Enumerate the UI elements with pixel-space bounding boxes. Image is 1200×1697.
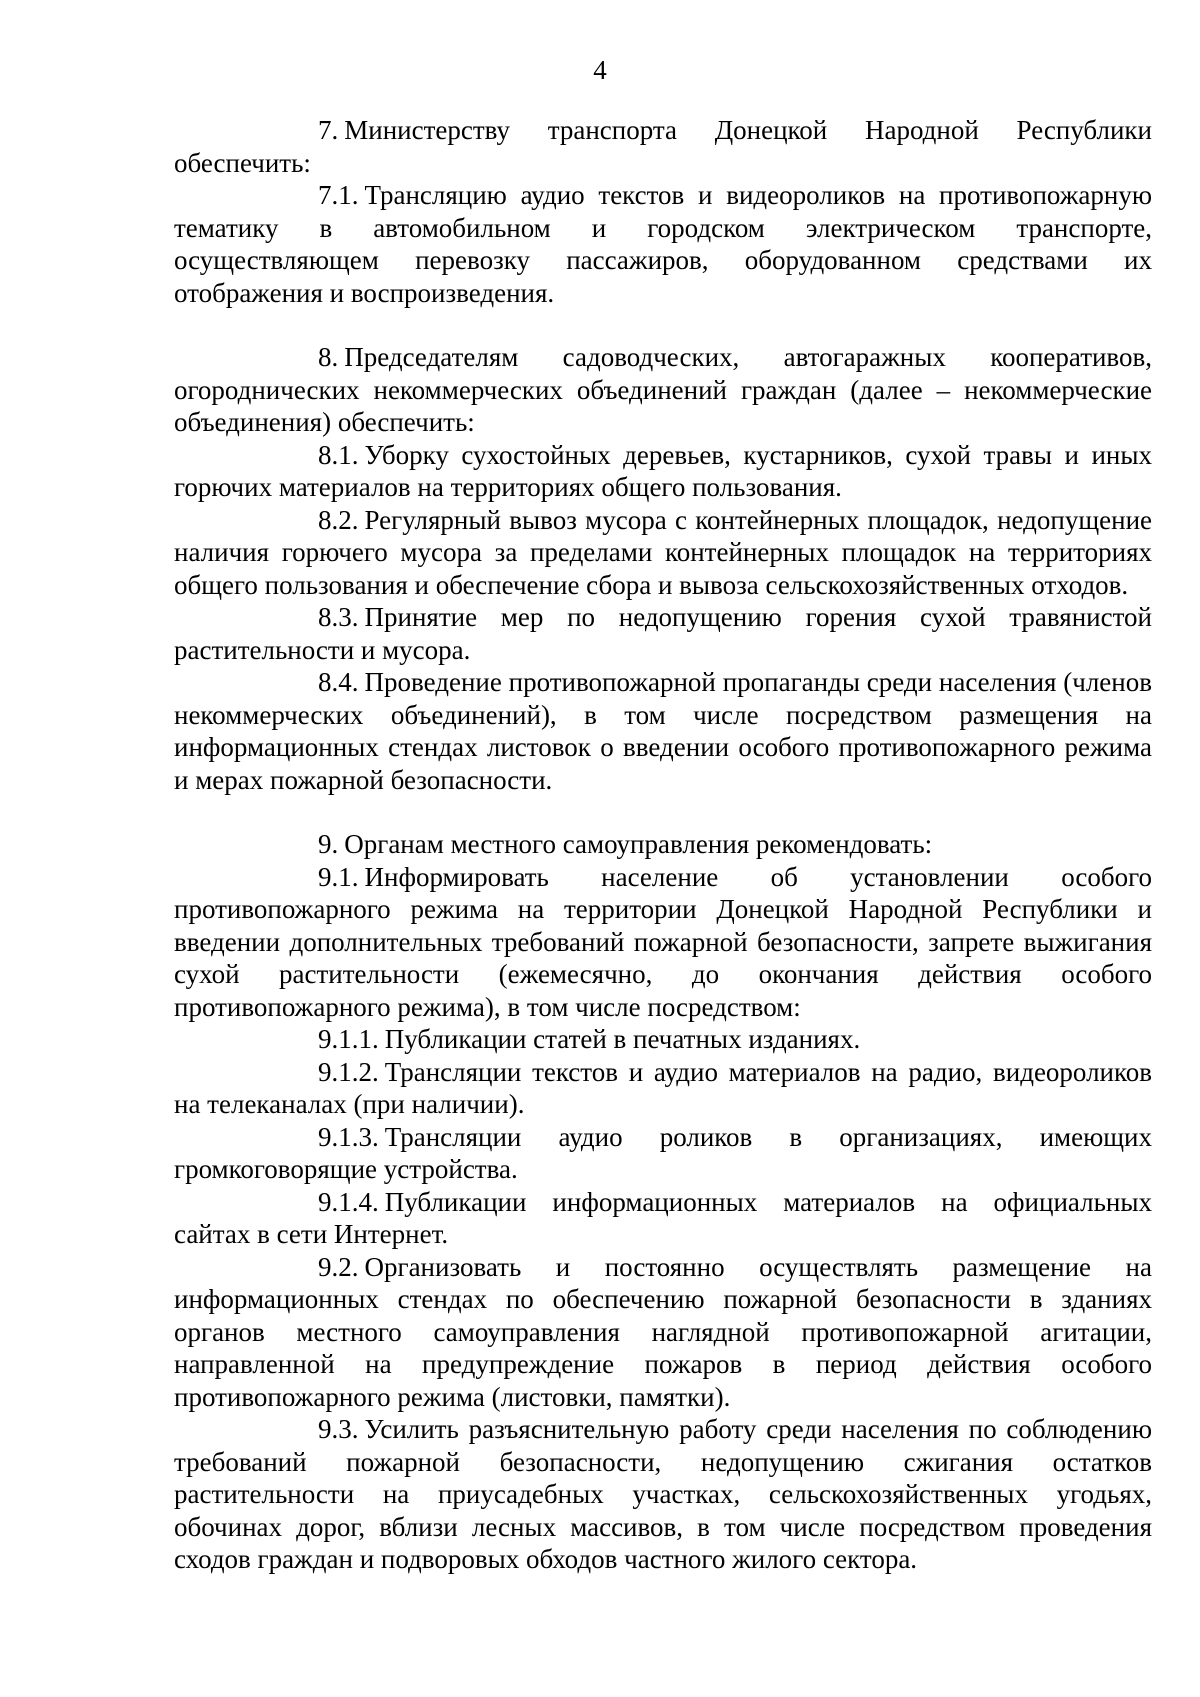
paragraph-text: Проведение противопожарной пропаганды среди населения (членов некоммерческих объединений), в том числе посредством размещения на информационных стендах листовок о введении особого противопожарного режима и мерах пожарной безопасности. bbox=[174, 667, 1152, 795]
paragraph-number: 8.3. bbox=[318, 602, 359, 632]
paragraph-number: 8.1. bbox=[318, 439, 359, 470]
section-8 bbox=[174, 341, 1152, 796]
paragraph-number: 9.2. bbox=[318, 1251, 359, 1282]
paragraph bbox=[174, 504, 1152, 602]
paragraph-text: Регулярный вывоз мусора с контейнерных площадок, недопущение наличия горючего мусора за пределами контейнерных площадок на территориях общего пользования и обеспечение сбора и вывоза сельскохозяйственных отходов. bbox=[174, 504, 1152, 600]
paragraph-text: Председателям садоводческих, автогаражных кооперативов, огороднических некоммерческих объединений граждан (далее – некоммерческие объединения) обеспечить: bbox=[174, 342, 1152, 437]
paragraph-text: Трансляции текстов и аудио материалов на радио, видеороликов на телеканалах (при наличии). bbox=[174, 1056, 1152, 1119]
paragraph bbox=[174, 341, 1152, 439]
paragraph-text: Публикации статей в печатных изданиях. bbox=[384, 1024, 861, 1054]
paragraph bbox=[174, 601, 1152, 666]
paragraph-text: Уборку сухостойных деревьев, кустарников, сухой травы и иных горючих материалов на территориях общего пользования. bbox=[174, 439, 1152, 502]
paragraph-number: 8.2. bbox=[318, 504, 359, 535]
paragraph-text: Информировать население об установлении особого противопожарного режима на территории Донецкой Народной Республики и введении дополнительных требований пожарной безопасности, запрете выжигания сухой растительности (ежемесячно, до окончания действия особого противопожарного режима), в том числе посредством: bbox=[174, 861, 1152, 1022]
paragraph-number: 9. bbox=[318, 829, 339, 859]
paragraph-number: 9.1.2. bbox=[318, 1056, 379, 1087]
paragraph-text: Усилить разъяснительную работу среди населения по соблюдению требований пожарной безопасности, недопущению сжигания остатков растительности на приусадебных участках, сельскохозяйственных угодьях, обочинах дорог, вблизи лесных массивов, в том числе посредством проведения сходов граждан и подворовых обходов частного жилого сектора. bbox=[174, 1414, 1152, 1574]
paragraph bbox=[174, 828, 1152, 861]
paragraph-number: 9.1. bbox=[318, 861, 359, 892]
paragraph bbox=[174, 439, 1152, 504]
paragraph bbox=[174, 1121, 1152, 1186]
paragraph-text: Трансляцию аудио текстов и видеороликов на противопожарную тематику в автомобильном и городском электрическом транспорте, осуществляющем перевозку пассажиров, оборудованном средствами их отображения и воспроизведения. bbox=[174, 180, 1152, 308]
paragraph-text: Публикации информационных материалов на официальных сайтах в сети Интернет. bbox=[174, 1186, 1152, 1249]
paragraph bbox=[174, 1186, 1152, 1251]
section-9 bbox=[174, 828, 1152, 1576]
paragraph-text: Принятие мер по недопущению горения сухой травянистой растительности и мусора. bbox=[174, 602, 1152, 665]
page-number: 4 bbox=[593, 55, 607, 85]
paragraph-number: 8.4. bbox=[318, 667, 359, 697]
paragraph-number: 7.1. bbox=[318, 180, 359, 210]
paragraph bbox=[174, 114, 1152, 179]
document-body bbox=[174, 114, 1152, 1608]
paragraph-number: 9.1.1. bbox=[318, 1024, 379, 1054]
paragraph bbox=[174, 1023, 1152, 1056]
paragraph bbox=[174, 1056, 1152, 1121]
section-7 bbox=[174, 114, 1152, 309]
paragraph-text: Организовать и постоянно осуществлять размещение на информационных стендах по обеспечению пожарной безопасности в зданиях органов местного самоуправления наглядной противопожарной агитации, направленной на предупреждение пожаров в период действия особого противопожарного режима (листовки, памятки). bbox=[174, 1251, 1152, 1412]
paragraph-number: 8. bbox=[318, 342, 339, 372]
paragraph-number: 9.1.4. bbox=[318, 1186, 379, 1217]
paragraph-number: 9.3. bbox=[318, 1414, 359, 1444]
paragraph bbox=[174, 861, 1152, 1024]
paragraph-text: Органам местного самоуправления рекомендовать: bbox=[344, 829, 933, 859]
paragraph-text: Трансляции аудио роликов в организациях, имеющих громкоговорящие устройства. bbox=[174, 1121, 1152, 1184]
paragraph-text: Министерству транспорта Донецкой Народной Республики обеспечить: bbox=[174, 115, 1152, 178]
paragraph bbox=[174, 666, 1152, 796]
paragraph bbox=[174, 179, 1152, 309]
paragraph-number: 9.1.3. bbox=[318, 1121, 379, 1152]
paragraph-number: 7. bbox=[318, 115, 339, 145]
paragraph bbox=[174, 1251, 1152, 1414]
paragraph bbox=[174, 1413, 1152, 1576]
